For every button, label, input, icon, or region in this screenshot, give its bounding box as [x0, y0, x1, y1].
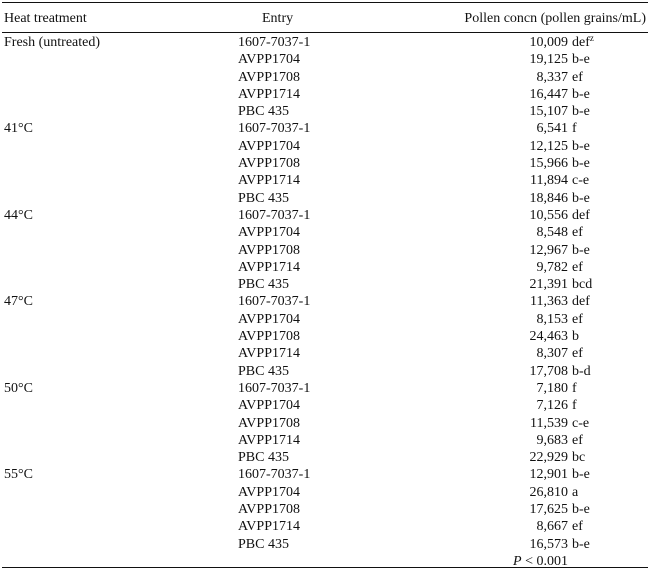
table-row — [2, 466, 648, 483]
cell-pollen-value: 11,894 — [530, 173, 568, 189]
p-symbol: P — [513, 553, 522, 569]
cell-heat-treatment: 44°C — [4, 207, 33, 223]
significance-letters-text: bc — [572, 450, 586, 466]
cell-significance-letters — [572, 484, 578, 501]
cell-entry: 1607-7037-1 — [238, 380, 311, 396]
table-row — [2, 432, 648, 449]
cell-significance-letters — [572, 380, 577, 397]
cell-significance-letters — [572, 172, 589, 189]
table-row — [2, 501, 648, 518]
cell-entry: AVPP1708 — [238, 242, 300, 258]
table-row — [2, 69, 648, 86]
footnote-marker: z — [589, 33, 594, 43]
table-row — [2, 380, 648, 397]
cell-heat-treatment: 50°C — [4, 380, 33, 396]
cell-significance-letters — [572, 242, 590, 259]
table-row — [2, 103, 648, 120]
cell-significance-letters — [572, 190, 590, 207]
pollen-table — [2, 2, 648, 568]
cell-entry: AVPP1708 — [238, 156, 300, 172]
table-row — [2, 242, 648, 259]
cell-pollen-value: 18,846 — [529, 190, 568, 206]
cell-significance-letters — [572, 103, 590, 120]
cell-pollen-value: 19,125 — [529, 52, 568, 68]
cell-significance-letters — [572, 501, 590, 518]
cell-heat-treatment: 55°C — [4, 467, 33, 483]
header-pollen-concn: Pollen concn (pollen grains/mL) — [464, 11, 646, 26]
bottom-rule — [2, 567, 648, 568]
cell-entry: AVPP1708 — [238, 329, 300, 345]
significance-letters-text: a — [572, 484, 579, 500]
significance-letters-text: ef — [572, 311, 583, 327]
cell-pollen-value: 10,009 — [529, 35, 568, 50]
significance-letters-text: b-e — [572, 86, 590, 102]
cell-significance-letters — [572, 224, 583, 241]
table-row — [2, 155, 648, 172]
cell-entry: 1607-7037-1 — [238, 35, 311, 50]
table-row — [2, 172, 648, 189]
table-row — [2, 224, 648, 241]
significance-letters-text: b-e — [572, 52, 590, 68]
table-row — [2, 363, 648, 380]
cell-pollen-value: 17,708 — [529, 363, 568, 379]
cell-significance-letters — [572, 293, 590, 310]
significance-letters-text: ef — [572, 346, 583, 362]
cell-pollen-value: 15,966 — [529, 156, 568, 172]
cell-heat-treatment: Fresh (untreated) — [4, 35, 101, 50]
cell-pollen-value: 24,463 — [529, 329, 568, 345]
significance-letters-text: b-e — [572, 242, 590, 258]
significance-letters-text: b-e — [572, 104, 590, 120]
cell-significance-letters — [572, 207, 590, 224]
cell-significance-letters — [572, 138, 590, 155]
significance-letters-text: def — [572, 294, 590, 310]
cell-entry: AVPP1708 — [238, 69, 300, 85]
cell-entry: AVPP1704 — [238, 225, 300, 241]
cell-significance-letters — [572, 432, 583, 449]
table-row — [2, 415, 648, 432]
cell-significance-letters — [572, 466, 590, 483]
table-row — [2, 51, 648, 68]
significance-letters-text: f — [572, 121, 577, 137]
cell-entry: 1607-7037-1 — [238, 207, 311, 223]
significance-letters-text: f — [572, 380, 577, 396]
significance-letters-text: ef — [572, 519, 583, 535]
table-body — [2, 34, 648, 570]
cell-entry: AVPP1708 — [238, 502, 300, 518]
significance-letters-text: b-e — [572, 156, 590, 172]
table-row — [2, 518, 648, 535]
significance-letters-text: f — [572, 398, 577, 414]
cell-entry: AVPP1704 — [238, 138, 300, 154]
cell-significance-letters — [572, 69, 583, 86]
cell-entry: PBC 435 — [238, 363, 289, 379]
cell-significance-letters — [572, 363, 591, 380]
table-row — [2, 328, 648, 345]
cell-entry: 1607-7037-1 — [238, 121, 311, 137]
significance-letters-text: c-e — [572, 415, 590, 431]
cell-pollen-value: 8,667 — [536, 519, 568, 535]
cell-significance-letters — [572, 397, 577, 414]
cell-pollen-value: 10,556 — [529, 207, 568, 223]
cell-entry: AVPP1708 — [238, 415, 300, 431]
table-row — [2, 34, 648, 51]
significance-letters-text: ef — [572, 225, 583, 241]
cell-entry: AVPP1714 — [238, 173, 300, 189]
table-row — [2, 138, 648, 155]
cell-pollen-value: 11,363 — [530, 294, 568, 310]
cell-heat-treatment: 47°C — [4, 294, 33, 310]
header-rule — [2, 32, 648, 33]
cell-entry: PBC 435 — [238, 450, 289, 466]
significance-letters-text: ef — [572, 69, 583, 85]
cell-entry: AVPP1714 — [238, 346, 300, 362]
cell-entry: AVPP1714 — [238, 432, 300, 448]
top-rule — [2, 2, 648, 3]
cell-significance-letters — [572, 120, 577, 137]
table-row — [2, 484, 648, 501]
cell-entry: PBC 435 — [238, 536, 289, 552]
cell-entry: PBC 435 — [238, 190, 289, 206]
significance-letters-text: bcd — [572, 277, 593, 293]
cell-significance-letters — [572, 328, 579, 345]
significance-letters-text: def — [572, 35, 590, 50]
cell-significance-letters — [572, 536, 590, 553]
cell-pollen-value: 16,573 — [529, 536, 568, 552]
table-row — [2, 207, 648, 224]
cell-pollen-value: 21,391 — [529, 277, 568, 293]
cell-pollen-value: 12,125 — [529, 138, 568, 154]
significance-letters-text: ef — [572, 259, 583, 275]
cell-significance-letters — [572, 311, 583, 328]
significance-letters-text: b — [572, 329, 579, 345]
header-heat-treatment: Heat treatment — [4, 11, 87, 26]
cell-entry: 1607-7037-1 — [238, 467, 311, 483]
cell-entry: PBC 435 — [238, 277, 289, 293]
significance-letters-text: b-d — [572, 363, 591, 379]
table-row — [2, 259, 648, 276]
table-row — [2, 120, 648, 137]
cell-significance-letters — [572, 415, 589, 432]
significance-letters-text: def — [572, 207, 590, 223]
table-row — [2, 311, 648, 328]
cell-pollen-value: 9,683 — [536, 432, 568, 448]
cell-pollen-value: 15,107 — [529, 104, 568, 120]
p-threshold: < 0.001 — [521, 553, 568, 569]
significance-letters-text: b-e — [572, 138, 590, 154]
cell-entry: AVPP1704 — [238, 311, 300, 327]
significance-letters-text: b-e — [572, 536, 590, 552]
cell-significance-letters — [572, 86, 590, 103]
cell-significance-letters — [572, 259, 583, 276]
cell-entry: AVPP1714 — [238, 86, 300, 102]
cell-significance-letters — [572, 155, 590, 172]
cell-pollen-value: 12,967 — [529, 242, 568, 258]
cell-significance-letters — [572, 345, 583, 362]
table-row — [2, 536, 648, 553]
cell-significance-letters — [572, 449, 585, 466]
header-entry: Entry — [262, 11, 294, 26]
cell-entry: AVPP1704 — [238, 398, 300, 414]
cell-pollen-value: 11,539 — [530, 415, 568, 431]
cell-significance-letters — [572, 34, 594, 51]
cell-pollen-value: 8,548 — [536, 225, 568, 241]
significance-letters-text: b-e — [572, 467, 590, 483]
cell-pollen-value: 7,180 — [536, 380, 568, 396]
cell-entry: AVPP1704 — [238, 52, 300, 68]
table-row — [2, 276, 648, 293]
cell-entry: 1607-7037-1 — [238, 294, 311, 310]
cell-entry: AVPP1704 — [238, 484, 300, 500]
cell-pollen-value: 8,307 — [536, 346, 568, 362]
cell-heat-treatment: 41°C — [4, 121, 33, 137]
cell-pollen-value: 22,929 — [529, 450, 568, 466]
table-row — [2, 449, 648, 466]
table-row — [2, 293, 648, 310]
cell-pollen-value: 26,810 — [529, 484, 568, 500]
cell-pollen-value: 8,153 — [536, 311, 568, 327]
cell-pollen-value: 9,782 — [536, 259, 568, 275]
cell-significance-letters — [572, 51, 590, 68]
table-row — [2, 397, 648, 414]
table-row — [2, 86, 648, 103]
cell-entry: AVPP1714 — [238, 519, 300, 535]
cell-pollen-value: 16,447 — [529, 86, 568, 102]
cell-pollen-value: 7,126 — [536, 398, 568, 414]
significance-letters-text: b-e — [572, 190, 590, 206]
table-row — [2, 190, 648, 207]
significance-letters-text: ef — [572, 432, 583, 448]
cell-pollen-value: 8,337 — [536, 69, 568, 85]
significance-letters-text: c-e — [572, 173, 590, 189]
cell-entry: PBC 435 — [238, 104, 289, 120]
cell-pollen-value: 12,901 — [529, 467, 568, 483]
significance-letters-text: b-e — [572, 502, 590, 518]
cell-entry: AVPP1714 — [238, 259, 300, 275]
table-header — [2, 9, 648, 29]
table-row — [2, 345, 648, 362]
cell-significance-letters — [572, 276, 592, 293]
cell-pollen-value: 17,625 — [529, 502, 568, 518]
cell-pollen-value: 6,541 — [536, 121, 568, 137]
cell-significance-letters — [572, 518, 583, 535]
